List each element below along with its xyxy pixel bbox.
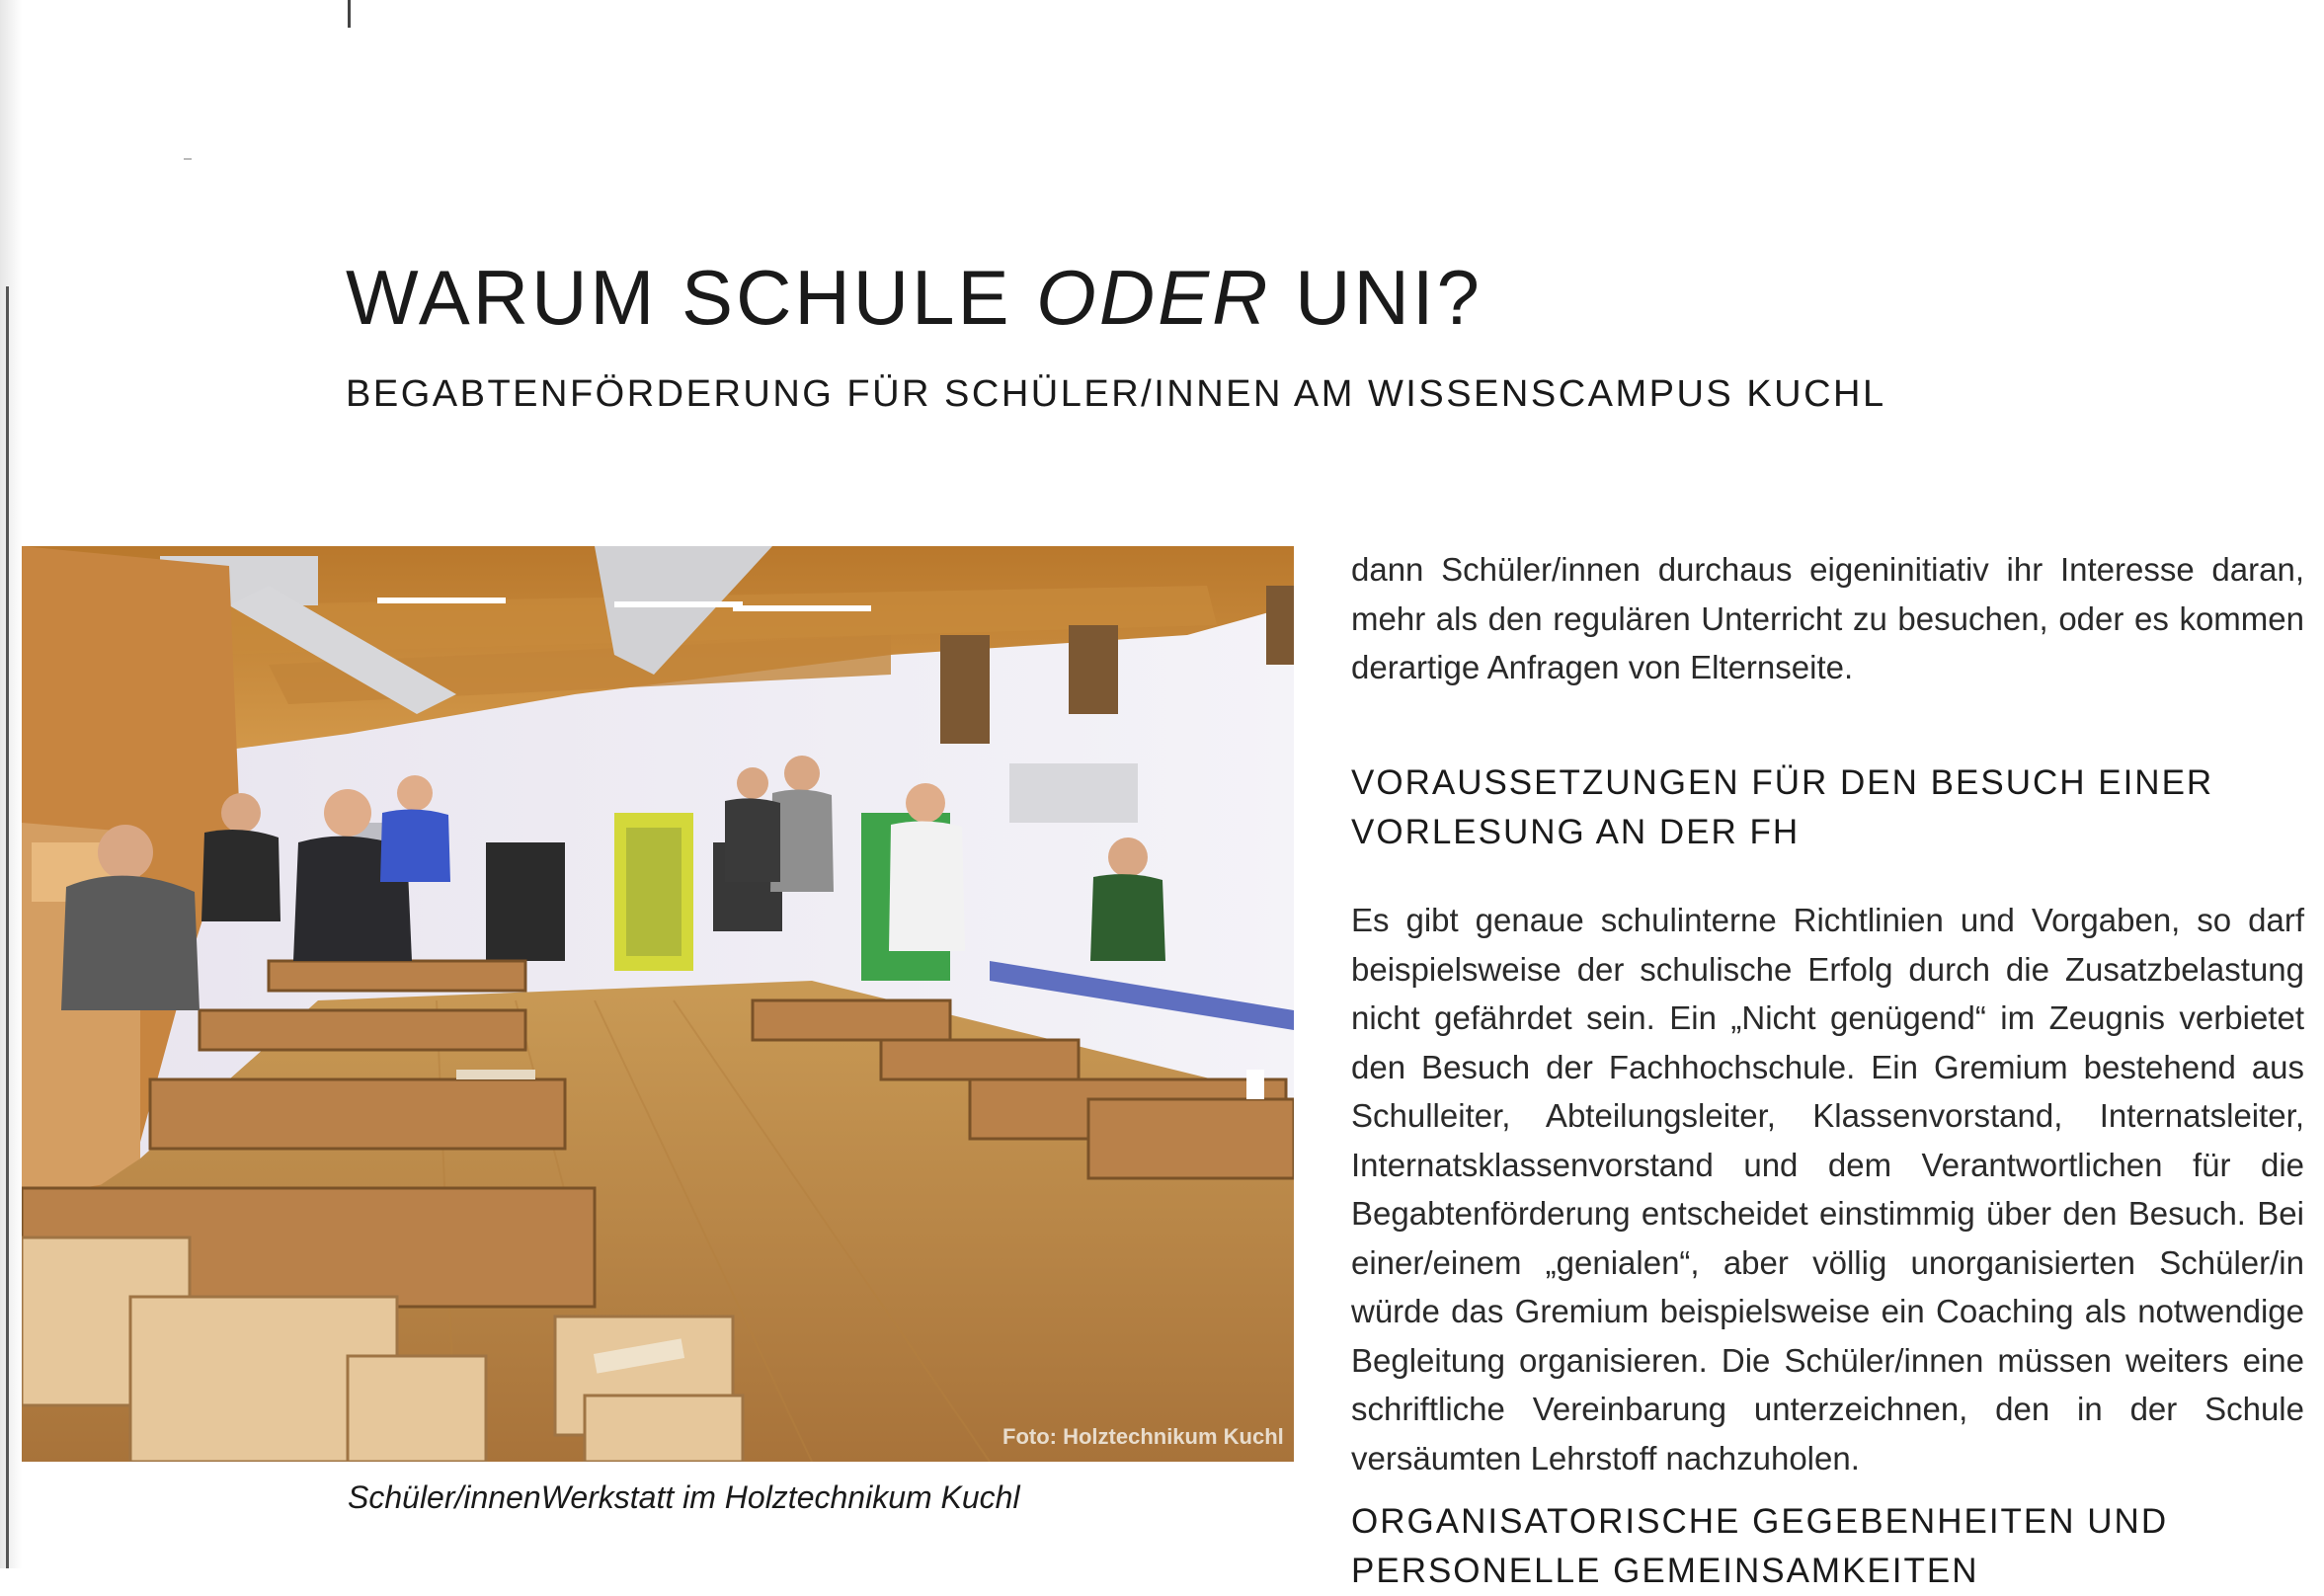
title-part1: WARUM SCHULE	[346, 254, 1037, 341]
photo-credit: Foto: Holztechnikum Kuchl	[1002, 1424, 1284, 1449]
section-heading-line: VORAUSSETZUNGEN FÜR DEN BESUCH EINER	[1351, 763, 2214, 802]
binding-edge-line	[6, 286, 9, 1568]
section-voraussetzungen	[1351, 758, 2304, 1482]
section-paragraph: Es gibt genaue schulinterne Richtlinien und Vorgaben, so darf beispielsweise der schulische Erfolg durch die Zusatzbelastung nicht gefährdet sein. Ein „Nicht genügend“ im Zeugnis verbietet den Besuch der Fachhochschule. Ein Gremium bestehend aus Schulleiter, Abteilungsleiter, Klassenvorstand, Internatsleiter, Internatsklassenvorstand und dem Verantwortlichen für die Begabtenförderung entscheidet einstimmig über den Besuch. Bei einer/einem „genialen“, aber völlig unorganisierten Schüler/in würde das Gremium beispielsweise ein Coaching als notwendige Begleitung organisieren. Die Schüler/innen müssen weiters eine schriftliche Vereinbarung unterzeichnen, den in der Schule versäumten Lehrstoff nachzuholen.	[1351, 902, 2304, 1476]
scan-speck	[184, 158, 192, 160]
article-subtitle: BEGABTENFÖRDERUNG FÜR SCHÜLER/INNEN AM WISSENSCAMPUS KUCHL	[346, 373, 1886, 415]
photo-caption: Schüler/innenWerkstatt im Holztechnikum Kuchl	[348, 1479, 1020, 1515]
section-organisatorisch	[1351, 1497, 2304, 1596]
section-heading-organisatorisch	[1351, 1497, 2304, 1596]
workshop-photo	[22, 546, 1294, 1462]
intro-paragraph: dann Schüler/innen durchaus eigeninitiativ ihr Interesse daran, mehr als den regulären Unterricht zu besuchen, oder es kommen derartige Anfragen von Elternseite.	[1351, 551, 2304, 685]
section-heading-line: VORLESUNG AN DER FH	[1351, 813, 1801, 851]
article-title	[346, 254, 1483, 341]
section-heading-line: ORGANISATORISCHE GEGEBENHEITEN UND	[1351, 1502, 2169, 1541]
section-heading-voraussetzungen	[1351, 758, 2304, 857]
page-gutter-shade	[0, 0, 22, 1568]
section-heading-line: PERSONELLE GEMEINSAMKEITEN	[1351, 1552, 1979, 1590]
title-part2: UNI?	[1270, 254, 1483, 341]
crop-mark	[348, 0, 351, 28]
title-emphasis: ODER	[1036, 254, 1271, 341]
intro-column	[1351, 545, 2304, 692]
